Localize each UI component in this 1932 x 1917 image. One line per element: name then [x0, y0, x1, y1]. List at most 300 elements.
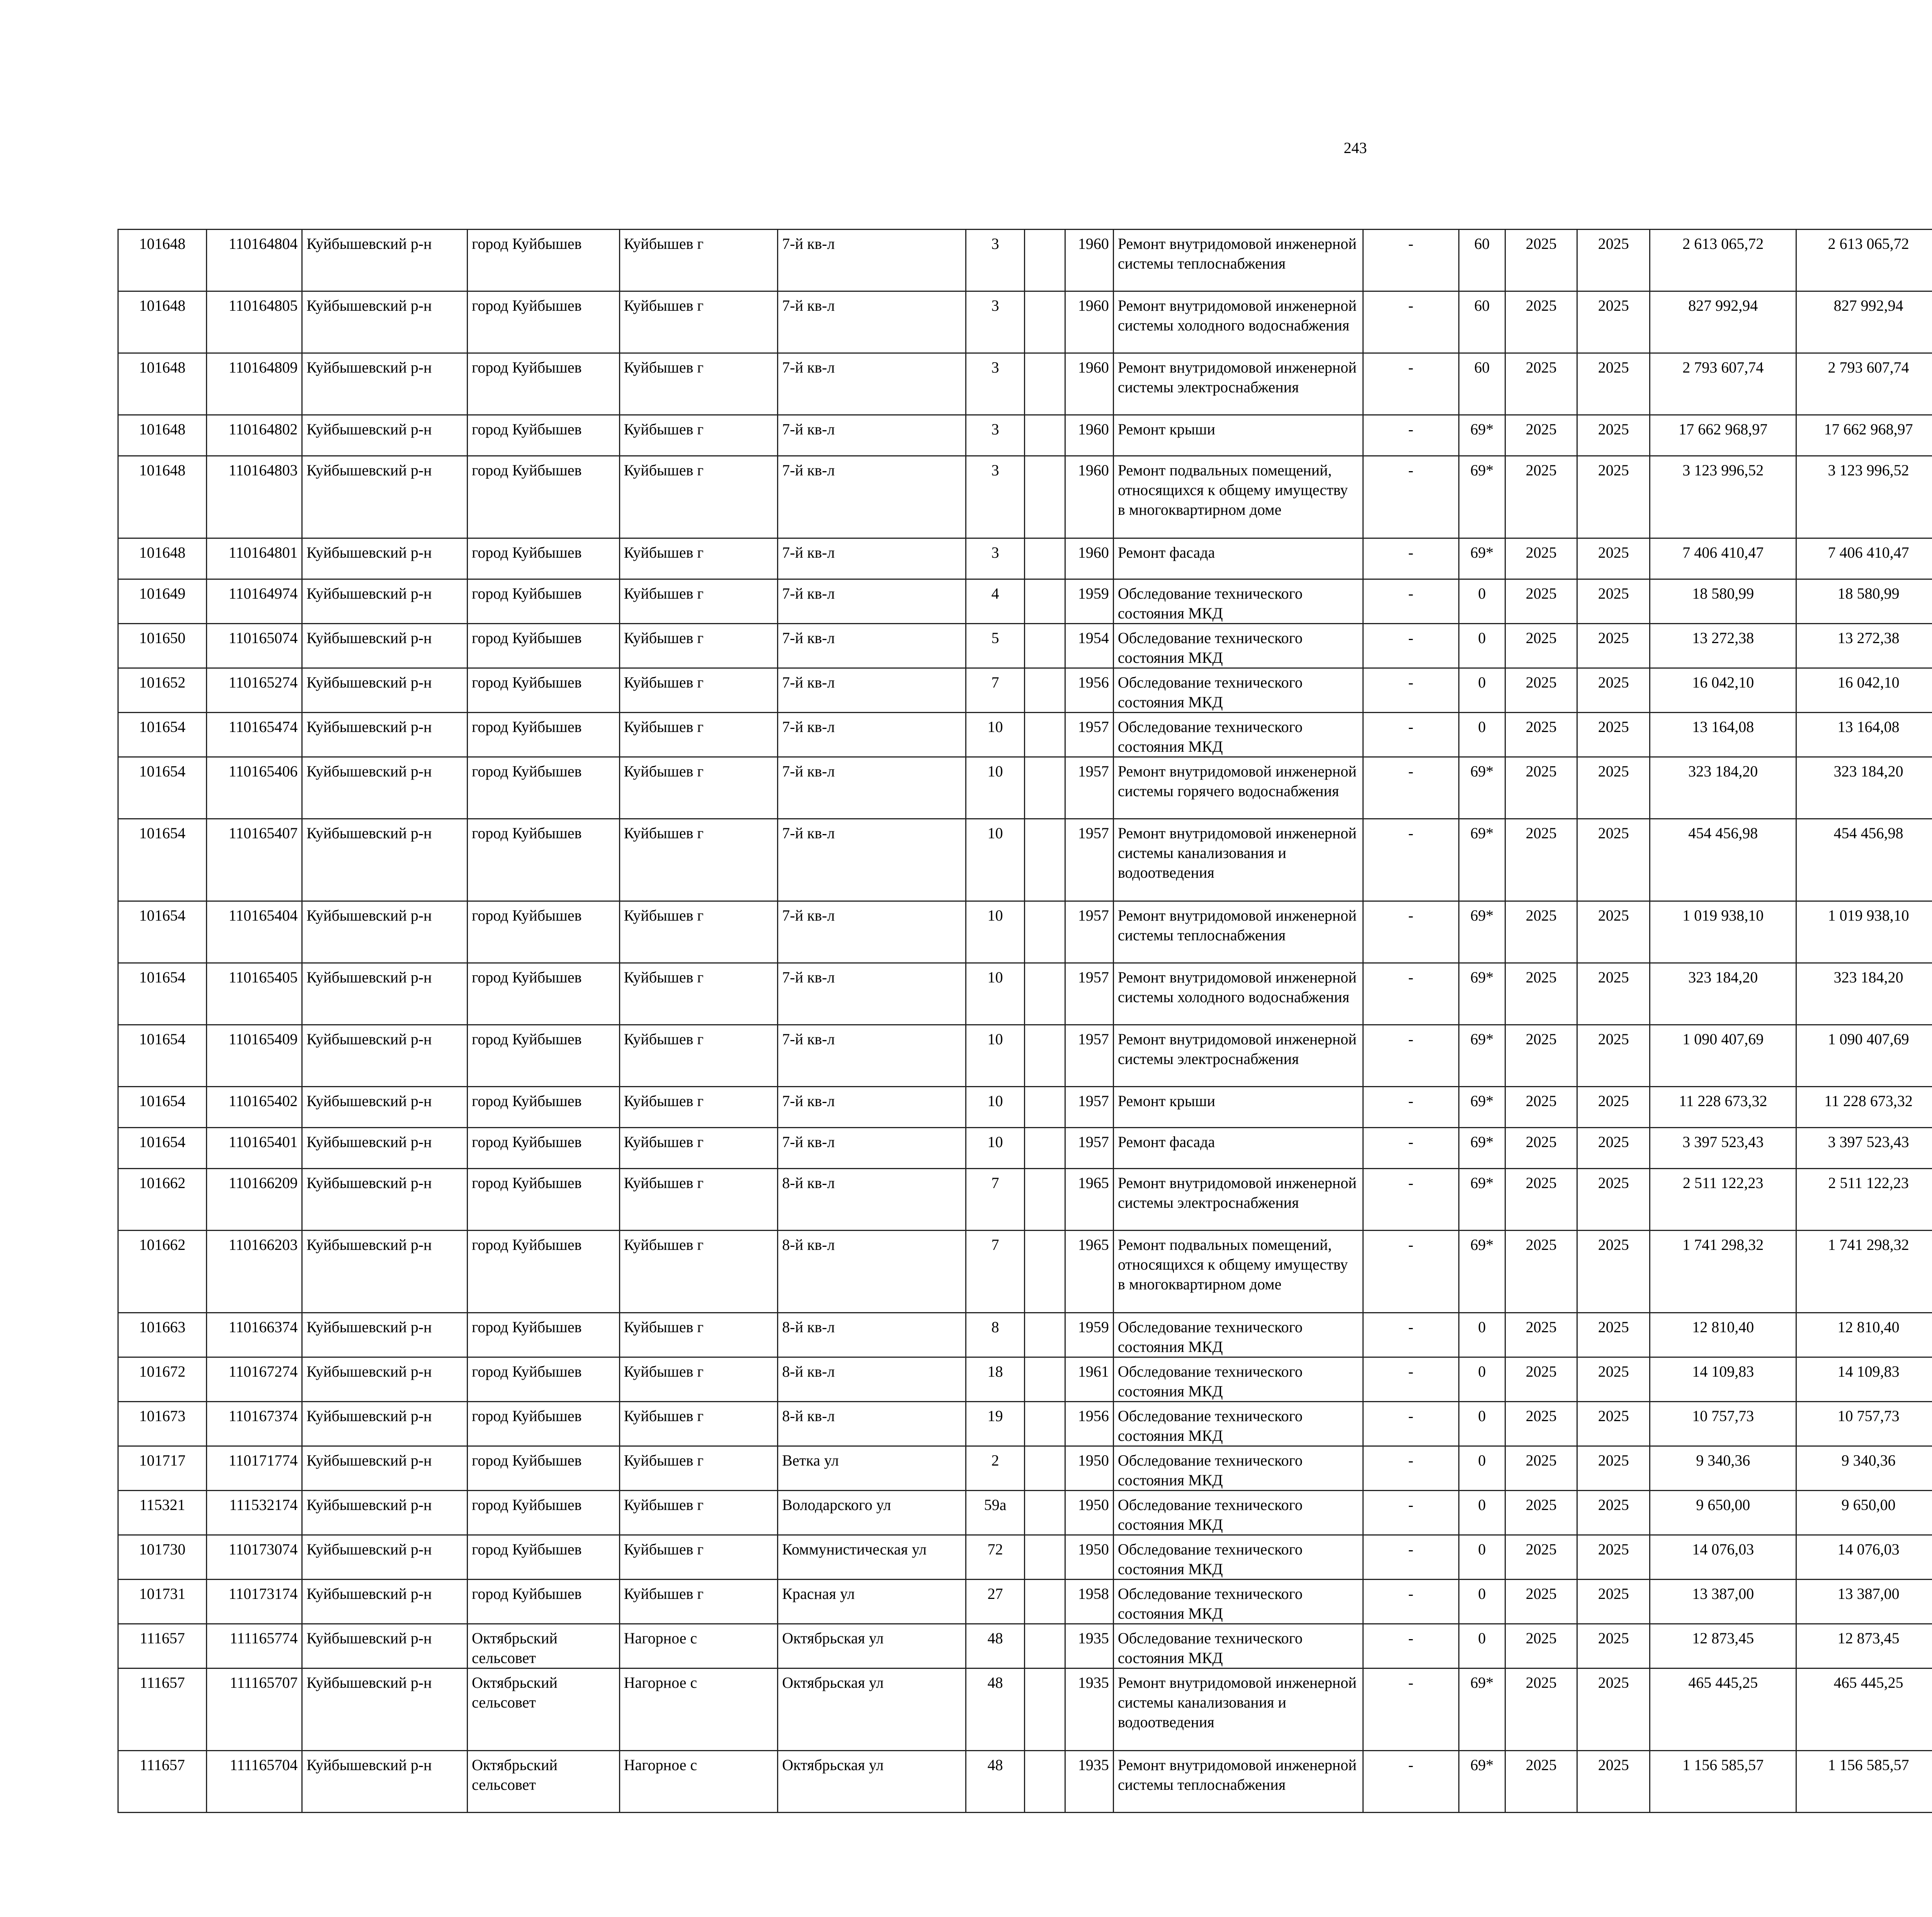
table-row — [118, 963, 1932, 1025]
cell-locality: Куйбышев г — [619, 668, 778, 713]
cell-wear: 60 — [1459, 353, 1505, 415]
cell-work-type: Обследование технического состояния МКД — [1113, 1624, 1363, 1668]
cell-year-built: 1935 — [1065, 1751, 1113, 1813]
cell-municipality: город Куйбышев — [468, 901, 619, 963]
cell-dash: - — [1363, 901, 1459, 963]
cell-year-end: 2025 — [1577, 1025, 1650, 1087]
cell-house-id: 101717 — [118, 1446, 207, 1491]
cell-street: 7-й кв-л — [778, 230, 966, 291]
cell-house-id: 111657 — [118, 1751, 207, 1813]
cell-work-id: 110165405 — [207, 963, 302, 1025]
cell-cost-fund: 13 272,38 — [1796, 624, 1932, 668]
cell-dash: - — [1363, 1624, 1459, 1668]
cell-district: Куйбышевский р-н — [302, 1402, 468, 1446]
cell-wear: 0 — [1459, 1624, 1505, 1668]
cell-work-id: 110164802 — [207, 415, 302, 456]
cell-building — [1024, 1535, 1065, 1580]
cell-cost-total: 9 340,36 — [1650, 1446, 1796, 1491]
cell-wear: 69* — [1459, 1751, 1505, 1813]
cell-locality: Куйбышев г — [619, 1313, 778, 1357]
cell-building — [1024, 963, 1065, 1025]
cell-district: Куйбышевский р-н — [302, 1231, 468, 1313]
cell-year-end: 2025 — [1577, 1357, 1650, 1402]
cell-year-end: 2025 — [1577, 1668, 1650, 1751]
table-row — [118, 713, 1932, 757]
table-row — [118, 579, 1932, 624]
cell-house-id: 101672 — [118, 1357, 207, 1402]
cell-year-built: 1956 — [1065, 1402, 1113, 1446]
cell-municipality: город Куйбышев — [468, 579, 619, 624]
cell-cost-total: 1 019 938,10 — [1650, 901, 1796, 963]
cell-locality: Куйбышев г — [619, 1087, 778, 1128]
cell-year-end: 2025 — [1577, 1231, 1650, 1313]
cell-cost-total: 10 757,73 — [1650, 1402, 1796, 1446]
cell-cost-total: 465 445,25 — [1650, 1668, 1796, 1751]
cell-work-id: 110165407 — [207, 819, 302, 901]
cell-work-type: Обследование технического состояния МКД — [1113, 624, 1363, 668]
cell-year-built: 1957 — [1065, 1025, 1113, 1087]
cell-year-start: 2025 — [1505, 1025, 1577, 1087]
cell-house-id: 101648 — [118, 353, 207, 415]
cell-building — [1024, 456, 1065, 538]
table-row — [118, 668, 1932, 713]
cell-year-built: 1957 — [1065, 1128, 1113, 1169]
cell-building — [1024, 353, 1065, 415]
cell-work-type: Обследование технического состояния МКД — [1113, 1313, 1363, 1357]
cell-house-number: 19 — [966, 1402, 1024, 1446]
cell-year-end: 2025 — [1577, 819, 1650, 901]
cell-cost-total: 14 109,83 — [1650, 1357, 1796, 1402]
cell-wear: 0 — [1459, 1580, 1505, 1624]
cell-house-number: 7 — [966, 1169, 1024, 1231]
cell-locality: Куйбышев г — [619, 1580, 778, 1624]
cell-cost-total: 3 123 996,52 — [1650, 456, 1796, 538]
cell-cost-fund: 323 184,20 — [1796, 963, 1932, 1025]
cell-house-number: 10 — [966, 963, 1024, 1025]
cell-wear: 69* — [1459, 819, 1505, 901]
cell-locality: Куйбышев г — [619, 291, 778, 353]
cell-house-id: 101654 — [118, 1087, 207, 1128]
cell-year-end: 2025 — [1577, 415, 1650, 456]
cell-house-id: 101649 — [118, 579, 207, 624]
cell-year-end: 2025 — [1577, 538, 1650, 579]
cell-cost-fund: 1 090 407,69 — [1796, 1025, 1932, 1087]
cell-house-number: 10 — [966, 901, 1024, 963]
cell-dash: - — [1363, 1128, 1459, 1169]
cell-year-end: 2025 — [1577, 668, 1650, 713]
cell-building — [1024, 291, 1065, 353]
cell-district: Куйбышевский р-н — [302, 1128, 468, 1169]
cell-year-built: 1961 — [1065, 1357, 1113, 1402]
cell-street: 8-й кв-л — [778, 1313, 966, 1357]
cell-work-type: Ремонт подвальных помещений, относящихся к общему имуществу в многоквартирном доме — [1113, 1231, 1363, 1313]
cell-year-start: 2025 — [1505, 1624, 1577, 1668]
cell-cost-fund: 16 042,10 — [1796, 668, 1932, 713]
cell-locality: Куйбышев г — [619, 579, 778, 624]
table-row — [118, 1087, 1932, 1128]
cell-dash: - — [1363, 624, 1459, 668]
cell-year-end: 2025 — [1577, 456, 1650, 538]
cell-work-type: Ремонт крыши — [1113, 1087, 1363, 1128]
cell-district: Куйбышевский р-н — [302, 1668, 468, 1751]
cell-year-start: 2025 — [1505, 415, 1577, 456]
cell-year-end: 2025 — [1577, 901, 1650, 963]
cell-district: Куйбышевский р-н — [302, 538, 468, 579]
cell-work-id: 110164974 — [207, 579, 302, 624]
cell-year-start: 2025 — [1505, 579, 1577, 624]
cell-district: Куйбышевский р-н — [302, 624, 468, 668]
cell-dash: - — [1363, 353, 1459, 415]
cell-house-number: 2 — [966, 1446, 1024, 1491]
cell-year-built: 1950 — [1065, 1491, 1113, 1535]
cell-house-number: 59а — [966, 1491, 1024, 1535]
cell-locality: Куйбышев г — [619, 1231, 778, 1313]
cell-house-number: 10 — [966, 1128, 1024, 1169]
cell-cost-fund: 10 757,73 — [1796, 1402, 1932, 1446]
cell-house-id: 111657 — [118, 1668, 207, 1751]
cell-year-built: 1957 — [1065, 1087, 1113, 1128]
table-row — [118, 1491, 1932, 1535]
cell-district: Куйбышевский р-н — [302, 291, 468, 353]
cell-year-start: 2025 — [1505, 1087, 1577, 1128]
cell-wear: 69* — [1459, 415, 1505, 456]
cell-building — [1024, 1446, 1065, 1491]
cell-work-type: Ремонт фасада — [1113, 538, 1363, 579]
cell-wear: 0 — [1459, 624, 1505, 668]
cell-work-type: Обследование технического состояния МКД — [1113, 1402, 1363, 1446]
cell-cost-fund: 3 397 523,43 — [1796, 1128, 1932, 1169]
cell-year-end: 2025 — [1577, 1128, 1650, 1169]
table-row — [118, 353, 1932, 415]
cell-locality: Нагорное с — [619, 1668, 778, 1751]
cell-street: Октябрьская ул — [778, 1624, 966, 1668]
cell-house-id: 101654 — [118, 901, 207, 963]
cell-year-end: 2025 — [1577, 1446, 1650, 1491]
cell-year-built: 1957 — [1065, 819, 1113, 901]
cell-house-number: 18 — [966, 1357, 1024, 1402]
cell-street: 7-й кв-л — [778, 819, 966, 901]
cell-dash: - — [1363, 579, 1459, 624]
cell-work-type: Обследование технического состояния МКД — [1113, 668, 1363, 713]
cell-street: 7-й кв-л — [778, 668, 966, 713]
cell-building — [1024, 1668, 1065, 1751]
cell-year-built: 1960 — [1065, 230, 1113, 291]
cell-district: Куйбышевский р-н — [302, 1491, 468, 1535]
cell-work-type: Ремонт фасада — [1113, 1128, 1363, 1169]
cell-house-id: 115321 — [118, 1491, 207, 1535]
cell-cost-total: 14 076,03 — [1650, 1535, 1796, 1580]
cell-work-id: 110164803 — [207, 456, 302, 538]
cell-year-end: 2025 — [1577, 1402, 1650, 1446]
cell-street: 8-й кв-л — [778, 1402, 966, 1446]
cell-dash: - — [1363, 230, 1459, 291]
cell-wear: 69* — [1459, 963, 1505, 1025]
cell-year-start: 2025 — [1505, 668, 1577, 713]
cell-district: Куйбышевский р-н — [302, 1087, 468, 1128]
cell-municipality: город Куйбышев — [468, 1025, 619, 1087]
cell-house-id: 101654 — [118, 713, 207, 757]
cell-district: Куйбышевский р-н — [302, 963, 468, 1025]
cell-wear: 69* — [1459, 1087, 1505, 1128]
table-row — [118, 1231, 1932, 1313]
cell-street: 7-й кв-л — [778, 757, 966, 819]
table-row — [118, 1128, 1932, 1169]
cell-year-end: 2025 — [1577, 963, 1650, 1025]
cell-locality: Куйбышев г — [619, 230, 778, 291]
cell-year-start: 2025 — [1505, 624, 1577, 668]
cell-municipality: город Куйбышев — [468, 713, 619, 757]
cell-municipality: город Куйбышев — [468, 291, 619, 353]
cell-cost-fund: 14 076,03 — [1796, 1535, 1932, 1580]
cell-street: 7-й кв-л — [778, 1087, 966, 1128]
table-row — [118, 1025, 1932, 1087]
cell-cost-total: 323 184,20 — [1650, 963, 1796, 1025]
cell-work-type: Ремонт внутридомовой инженерной системы электроснабжения — [1113, 1025, 1363, 1087]
cell-work-type: Ремонт внутридомовой инженерной системы теплоснабжения — [1113, 1751, 1363, 1813]
cell-year-built: 1960 — [1065, 353, 1113, 415]
cell-wear: 0 — [1459, 1357, 1505, 1402]
cell-house-id: 101648 — [118, 291, 207, 353]
cell-house-id: 101662 — [118, 1169, 207, 1231]
cell-house-id: 101648 — [118, 538, 207, 579]
cell-work-id: 110166203 — [207, 1231, 302, 1313]
cell-house-number: 7 — [966, 1231, 1024, 1313]
cell-house-id: 101648 — [118, 415, 207, 456]
cell-municipality: город Куйбышев — [468, 1169, 619, 1231]
cell-municipality: город Куйбышев — [468, 456, 619, 538]
cell-year-start: 2025 — [1505, 1668, 1577, 1751]
cell-cost-total: 18 580,99 — [1650, 579, 1796, 624]
cell-house-id: 101650 — [118, 624, 207, 668]
cell-year-start: 2025 — [1505, 1402, 1577, 1446]
cell-year-end: 2025 — [1577, 353, 1650, 415]
cell-street: 7-й кв-л — [778, 291, 966, 353]
cell-dash: - — [1363, 291, 1459, 353]
cell-wear: 69* — [1459, 1231, 1505, 1313]
cell-cost-total: 1 090 407,69 — [1650, 1025, 1796, 1087]
cell-street: Володарского ул — [778, 1491, 966, 1535]
cell-locality: Куйбышев г — [619, 1025, 778, 1087]
cell-district: Куйбышевский р-н — [302, 901, 468, 963]
cell-year-start: 2025 — [1505, 901, 1577, 963]
cell-year-built: 1960 — [1065, 538, 1113, 579]
cell-municipality: город Куйбышев — [468, 1535, 619, 1580]
cell-year-start: 2025 — [1505, 1231, 1577, 1313]
cell-work-type: Ремонт внутридомовой инженерной системы холодного водоснабжения — [1113, 963, 1363, 1025]
cell-street: Коммунистическая ул — [778, 1535, 966, 1580]
cell-year-start: 2025 — [1505, 757, 1577, 819]
cell-locality: Куйбышев г — [619, 624, 778, 668]
cell-wear: 69* — [1459, 757, 1505, 819]
cell-dash: - — [1363, 415, 1459, 456]
cell-work-id: 110165409 — [207, 1025, 302, 1087]
cell-locality: Куйбышев г — [619, 713, 778, 757]
cell-year-end: 2025 — [1577, 624, 1650, 668]
cell-street: 7-й кв-л — [778, 353, 966, 415]
cell-year-start: 2025 — [1505, 963, 1577, 1025]
cell-wear: 0 — [1459, 1313, 1505, 1357]
cell-building — [1024, 415, 1065, 456]
cell-cost-fund: 323 184,20 — [1796, 757, 1932, 819]
cell-year-start: 2025 — [1505, 538, 1577, 579]
cell-work-type: Обследование технического состояния МКД — [1113, 1535, 1363, 1580]
table-row — [118, 538, 1932, 579]
cell-dash: - — [1363, 1025, 1459, 1087]
cell-locality: Куйбышев г — [619, 1491, 778, 1535]
cell-cost-total: 11 228 673,32 — [1650, 1087, 1796, 1128]
cell-work-id: 110167274 — [207, 1357, 302, 1402]
cell-building — [1024, 624, 1065, 668]
cell-work-type: Ремонт подвальных помещений, относящихся к общему имуществу в многоквартирном доме — [1113, 456, 1363, 538]
cell-house-number: 10 — [966, 819, 1024, 901]
cell-street: 7-й кв-л — [778, 1025, 966, 1087]
cell-year-built: 1959 — [1065, 579, 1113, 624]
cell-dash: - — [1363, 713, 1459, 757]
cell-district: Куйбышевский р-н — [302, 456, 468, 538]
cell-district: Куйбышевский р-н — [302, 579, 468, 624]
cell-street: Красная ул — [778, 1580, 966, 1624]
cell-cost-fund: 12 810,40 — [1796, 1313, 1932, 1357]
cell-street: Октябрьская ул — [778, 1668, 966, 1751]
cell-cost-fund: 465 445,25 — [1796, 1668, 1932, 1751]
cell-year-start: 2025 — [1505, 1580, 1577, 1624]
cell-street: 7-й кв-л — [778, 579, 966, 624]
cell-year-start: 2025 — [1505, 713, 1577, 757]
cell-street: 7-й кв-л — [778, 456, 966, 538]
cell-wear: 0 — [1459, 579, 1505, 624]
cell-year-start: 2025 — [1505, 1491, 1577, 1535]
cell-house-number: 72 — [966, 1535, 1024, 1580]
cell-street: 7-й кв-л — [778, 1128, 966, 1169]
cell-work-id: 110164804 — [207, 230, 302, 291]
cell-work-id: 110165074 — [207, 624, 302, 668]
cell-building — [1024, 1580, 1065, 1624]
cell-house-id: 101654 — [118, 1128, 207, 1169]
cell-cost-fund: 454 456,98 — [1796, 819, 1932, 901]
cell-work-id: 110165474 — [207, 713, 302, 757]
cell-district: Куйбышевский р-н — [302, 353, 468, 415]
cell-cost-fund: 9 650,00 — [1796, 1491, 1932, 1535]
cell-work-type: Ремонт внутридомовой инженерной системы теплоснабжения — [1113, 901, 1363, 963]
cell-work-type: Ремонт внутридомовой инженерной системы теплоснабжения — [1113, 230, 1363, 291]
cell-work-type: Ремонт крыши — [1113, 415, 1363, 456]
cell-work-id: 110164805 — [207, 291, 302, 353]
cell-district: Куйбышевский р-н — [302, 757, 468, 819]
cell-municipality: Октябрьский сельсовет — [468, 1668, 619, 1751]
cell-year-built: 1960 — [1065, 456, 1113, 538]
cell-house-number: 4 — [966, 579, 1024, 624]
cell-year-end: 2025 — [1577, 1087, 1650, 1128]
cell-house-number: 3 — [966, 230, 1024, 291]
cell-building — [1024, 1402, 1065, 1446]
cell-dash: - — [1363, 1087, 1459, 1128]
table-row — [118, 1357, 1932, 1402]
cell-work-id: 110165402 — [207, 1087, 302, 1128]
cell-municipality: город Куйбышев — [468, 819, 619, 901]
cell-year-built: 1965 — [1065, 1231, 1113, 1313]
cell-work-id: 110166374 — [207, 1313, 302, 1357]
cell-cost-total: 2 511 122,23 — [1650, 1169, 1796, 1231]
cell-work-id: 110164801 — [207, 538, 302, 579]
cell-work-id: 111165707 — [207, 1668, 302, 1751]
cell-year-built: 1960 — [1065, 415, 1113, 456]
cell-cost-total: 12 810,40 — [1650, 1313, 1796, 1357]
cell-building — [1024, 1751, 1065, 1813]
cell-year-end: 2025 — [1577, 230, 1650, 291]
cell-wear: 0 — [1459, 1446, 1505, 1491]
cell-house-number: 48 — [966, 1751, 1024, 1813]
cell-work-id: 111165774 — [207, 1624, 302, 1668]
cell-municipality: город Куйбышев — [468, 1087, 619, 1128]
cell-year-end: 2025 — [1577, 1580, 1650, 1624]
cell-district: Куйбышевский р-н — [302, 415, 468, 456]
cell-house-number: 3 — [966, 353, 1024, 415]
cell-year-built: 1954 — [1065, 624, 1113, 668]
cell-house-id: 101730 — [118, 1535, 207, 1580]
cell-locality: Куйбышев г — [619, 415, 778, 456]
cell-wear: 69* — [1459, 1128, 1505, 1169]
cell-wear: 0 — [1459, 668, 1505, 713]
cell-cost-total: 12 873,45 — [1650, 1624, 1796, 1668]
cell-locality: Куйбышев г — [619, 1446, 778, 1491]
cell-cost-fund: 11 228 673,32 — [1796, 1087, 1932, 1128]
cell-locality: Куйбышев г — [619, 456, 778, 538]
cell-house-number: 3 — [966, 538, 1024, 579]
cell-district: Куйбышевский р-н — [302, 1357, 468, 1402]
cell-work-type: Ремонт внутридомовой инженерной системы горячего водоснабжения — [1113, 757, 1363, 819]
cell-year-built: 1950 — [1065, 1446, 1113, 1491]
cell-year-built: 1957 — [1065, 963, 1113, 1025]
cell-work-type: Обследование технического состояния МКД — [1113, 1580, 1363, 1624]
cell-cost-fund: 13 164,08 — [1796, 713, 1932, 757]
page-number: 243 — [1344, 139, 1367, 157]
cell-street: 8-й кв-л — [778, 1231, 966, 1313]
cell-house-id: 101673 — [118, 1402, 207, 1446]
cell-year-end: 2025 — [1577, 291, 1650, 353]
cell-district: Куйбышевский р-н — [302, 1446, 468, 1491]
cell-municipality: город Куйбышев — [468, 1491, 619, 1535]
cell-work-type: Обследование технического состояния МКД — [1113, 1357, 1363, 1402]
cell-year-start: 2025 — [1505, 230, 1577, 291]
cell-cost-total: 7 406 410,47 — [1650, 538, 1796, 579]
cell-dash: - — [1363, 1491, 1459, 1535]
cell-cost-total: 323 184,20 — [1650, 757, 1796, 819]
cell-dash: - — [1363, 456, 1459, 538]
cell-dash: - — [1363, 1402, 1459, 1446]
cell-dash: - — [1363, 963, 1459, 1025]
cell-street: 7-й кв-л — [778, 538, 966, 579]
cell-house-number: 3 — [966, 456, 1024, 538]
cell-house-number: 8 — [966, 1313, 1024, 1357]
cell-house-number: 3 — [966, 291, 1024, 353]
cell-cost-fund: 3 123 996,52 — [1796, 456, 1932, 538]
cell-cost-fund: 18 580,99 — [1796, 579, 1932, 624]
cell-building — [1024, 1025, 1065, 1087]
cell-cost-fund: 7 406 410,47 — [1796, 538, 1932, 579]
cell-house-id: 101654 — [118, 819, 207, 901]
cell-year-end: 2025 — [1577, 1169, 1650, 1231]
cell-year-built: 1959 — [1065, 1313, 1113, 1357]
cell-wear: 69* — [1459, 1169, 1505, 1231]
cell-work-id: 110165406 — [207, 757, 302, 819]
cell-work-type: Обследование технического состояния МКД — [1113, 579, 1363, 624]
cell-locality: Куйбышев г — [619, 1128, 778, 1169]
cell-cost-total: 827 992,94 — [1650, 291, 1796, 353]
cell-cost-total: 17 662 968,97 — [1650, 415, 1796, 456]
table-row — [118, 1668, 1932, 1751]
cell-building — [1024, 901, 1065, 963]
cell-district: Куйбышевский р-н — [302, 668, 468, 713]
